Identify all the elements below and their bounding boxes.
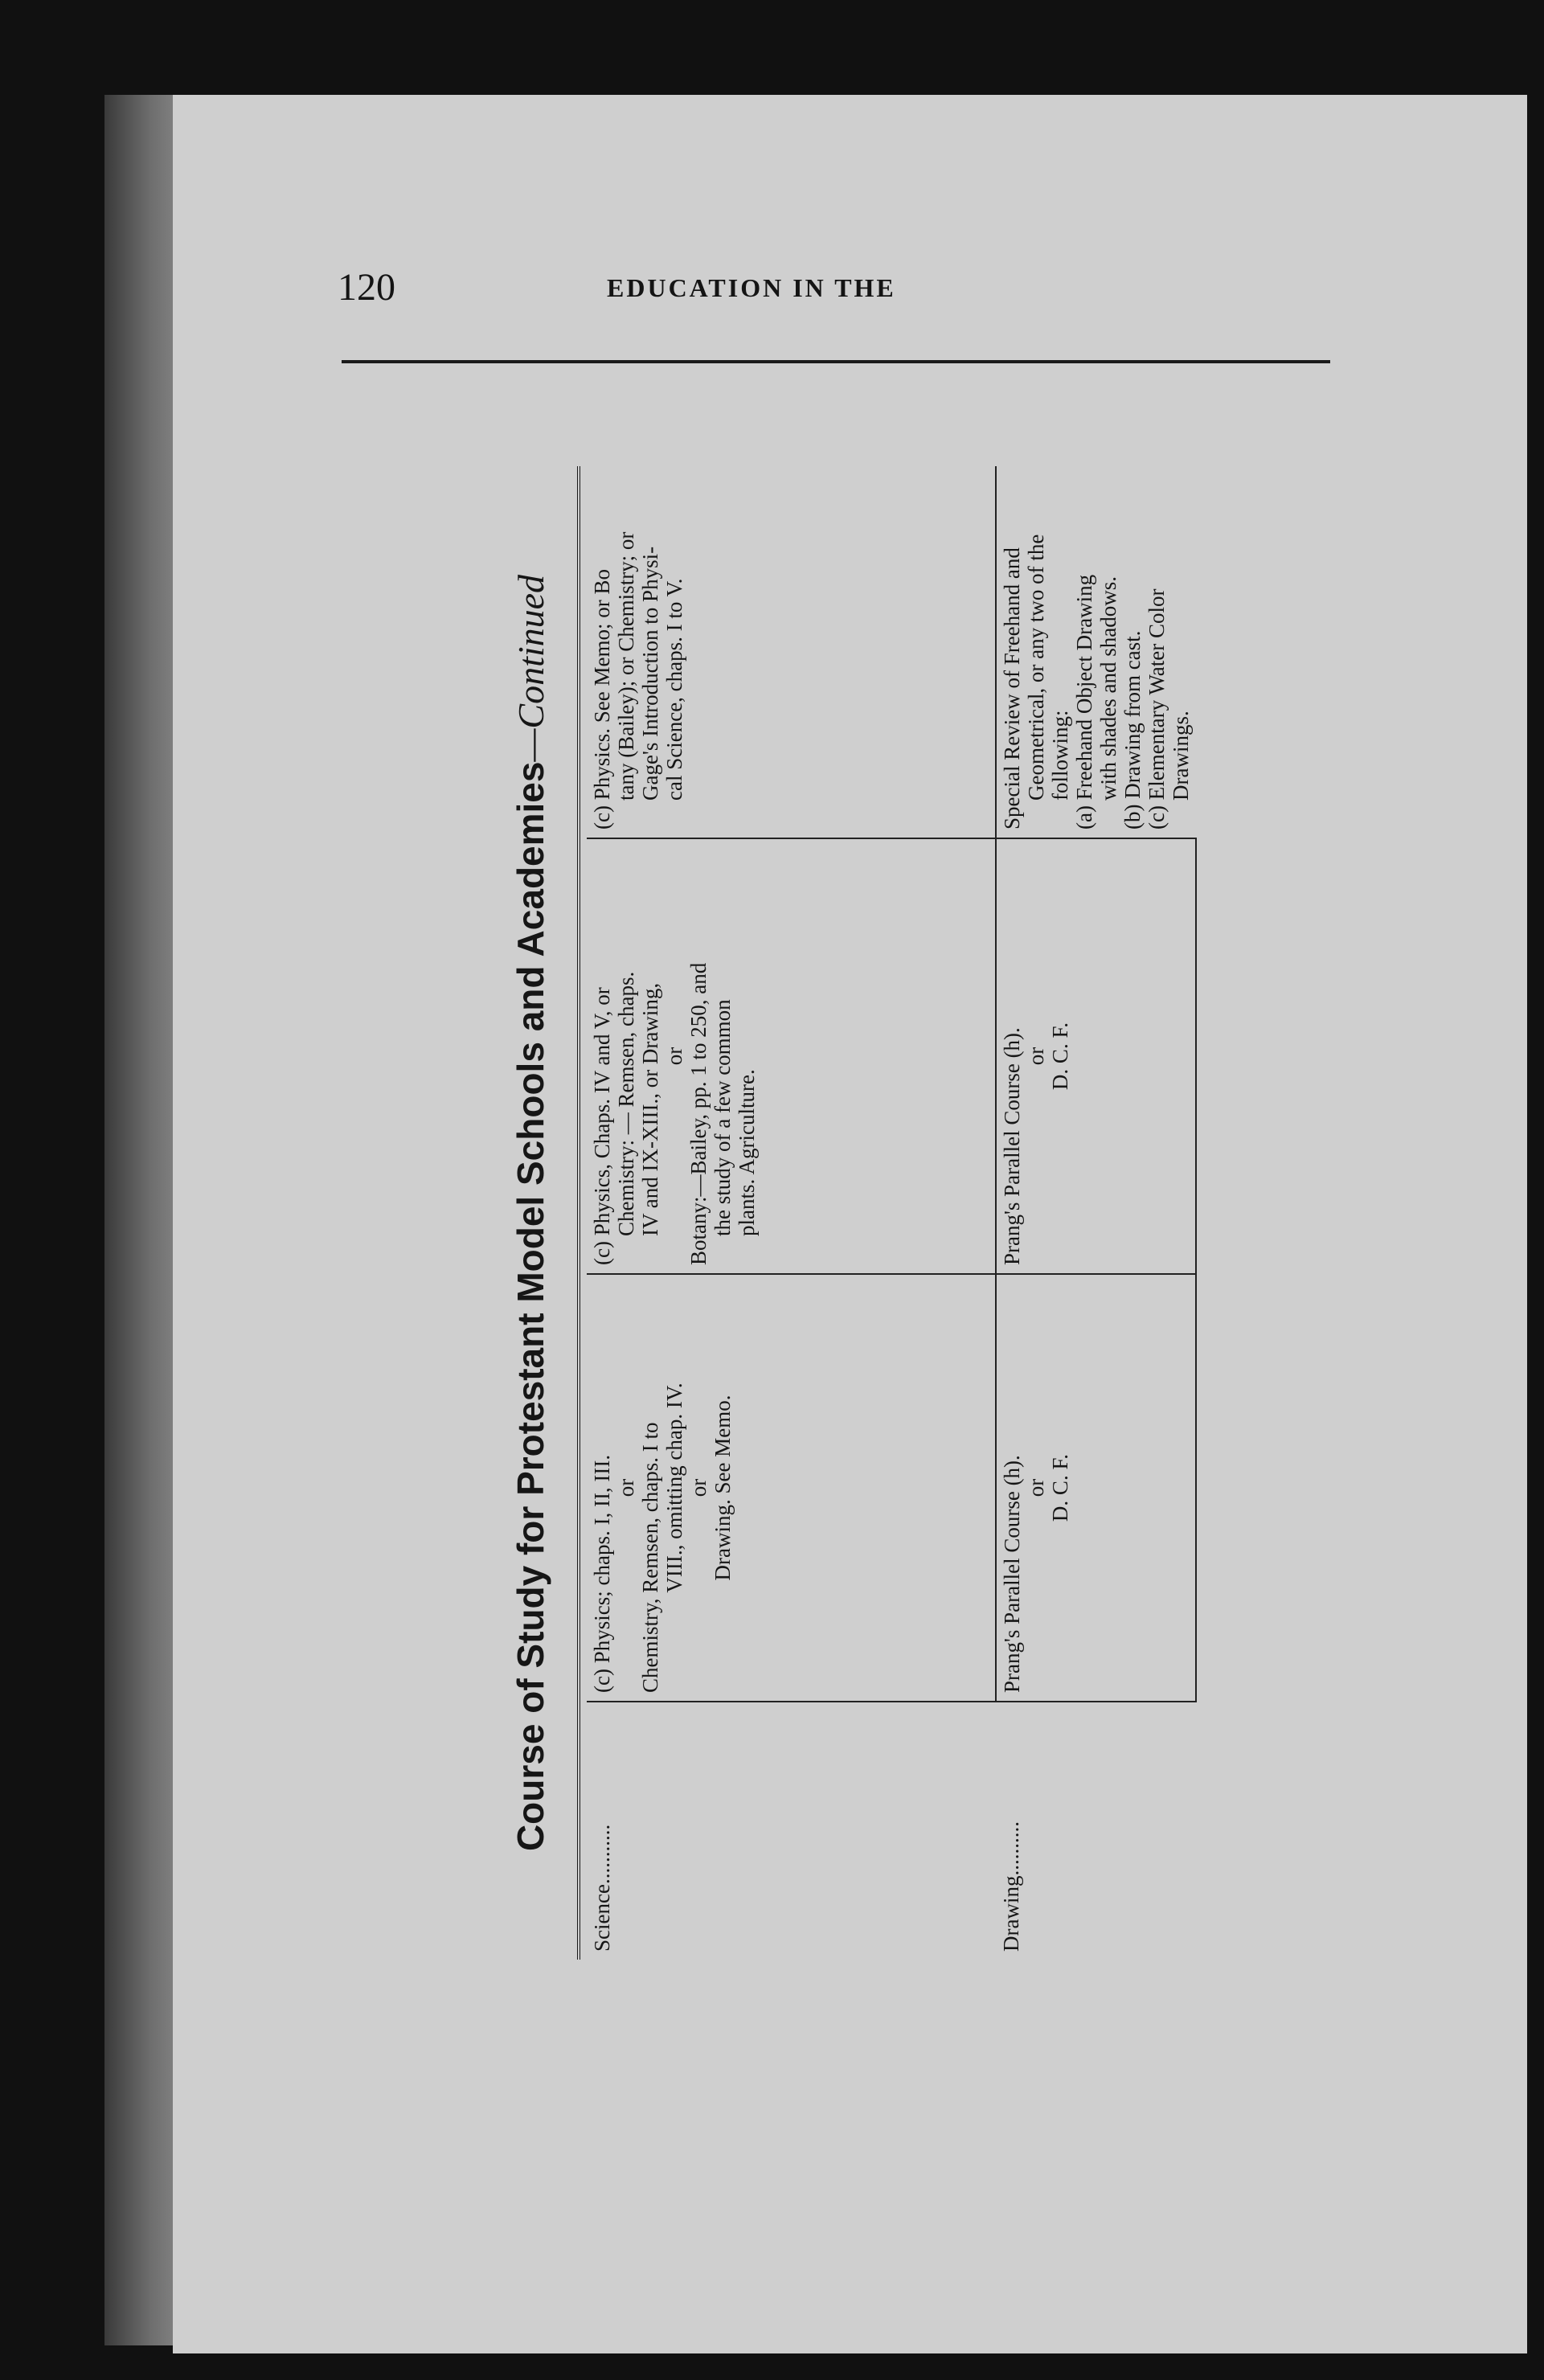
cell-line: D. C. F. (1048, 1453, 1072, 1522)
cell-line: plants. Agriculture. (735, 1069, 759, 1236)
table-row-drawing (996, 466, 1196, 1960)
cell-line: VIII., omitting chap. IV. (662, 1383, 686, 1593)
course-table (587, 466, 1197, 1960)
cell-line: Chemistry, Remsen, chaps. I to (638, 1422, 662, 1693)
cell-line: following: (1048, 710, 1072, 801)
cell-line: IV and IX-XIII., or Drawing, (638, 982, 662, 1236)
science-grade-1-cell (587, 1274, 996, 1702)
cell-line: cal Science, chaps. I to V. (662, 578, 686, 801)
drawing-grade-2-cell (996, 838, 1196, 1274)
page-number: 120 (338, 266, 395, 309)
rotated-course-table (506, 466, 1193, 1960)
cell-line: Prang's Parallel Course (h). (1000, 1027, 1024, 1265)
cell-line: tany (Bailey); or Chemistry; or (614, 531, 638, 801)
header-rule (342, 360, 1330, 363)
running-head: EDUCATION IN THE (607, 273, 896, 302)
subject-drawing: Drawing.......... (999, 1821, 1023, 1952)
cell-line: with shades and shadows. (1096, 576, 1120, 801)
drawing-grade-1-cell (996, 1274, 1196, 1702)
cell-line: Drawing. See Memo. (711, 1395, 735, 1581)
cell-line: (c) Physics; chaps. I, II, III. (590, 1454, 614, 1693)
cell-line: (c) Physics. See Memo; or Bo (590, 569, 614, 830)
cell-line: Geometrical, or any two of the (1024, 534, 1048, 801)
cell-line: (b) Drawing from cast. (1120, 630, 1145, 830)
cell-line: (c) Physics, Chaps. IV and V, or (590, 987, 614, 1265)
table-title-continued: —Continued (510, 574, 551, 762)
cell-line: the study of a few common (711, 999, 735, 1236)
cell-line: or (686, 1478, 711, 1497)
cell-line: D. C. F. (1048, 1022, 1072, 1091)
table-title-text: Course of Study for Protestant Model Schools and Academies (510, 761, 551, 1852)
table-row-science (587, 466, 996, 1960)
cell-line: Botany:—Bailey, pp. 1 to 250, and (686, 962, 711, 1265)
cell-line: Special Review of Freehand and (1000, 547, 1024, 830)
cell-line: or (614, 1478, 638, 1497)
cell-line: (c) Elementary Water Color (1145, 588, 1169, 830)
cell-line: or (1024, 1478, 1048, 1497)
cell-line: Prang's Parallel Course (h). (1000, 1455, 1024, 1693)
subject-science: Science........... (590, 1824, 614, 1952)
cell-line: Gage's Introduction to Physi- (638, 546, 662, 801)
cell-line: (a) Freehand Object Drawing (1072, 574, 1096, 830)
cell-line: or (662, 1047, 686, 1066)
cell-line: Chemistry: — Remsen, chaps. (614, 971, 638, 1236)
science-grade-3-cell (587, 466, 996, 838)
science-grade-2-cell (587, 838, 996, 1274)
cell-line: or (1024, 1047, 1048, 1066)
cell-line: Drawings. (1169, 711, 1193, 801)
title-rule (577, 466, 580, 1960)
table-title (506, 466, 555, 1960)
drawing-grade-3-cell (996, 466, 1196, 838)
